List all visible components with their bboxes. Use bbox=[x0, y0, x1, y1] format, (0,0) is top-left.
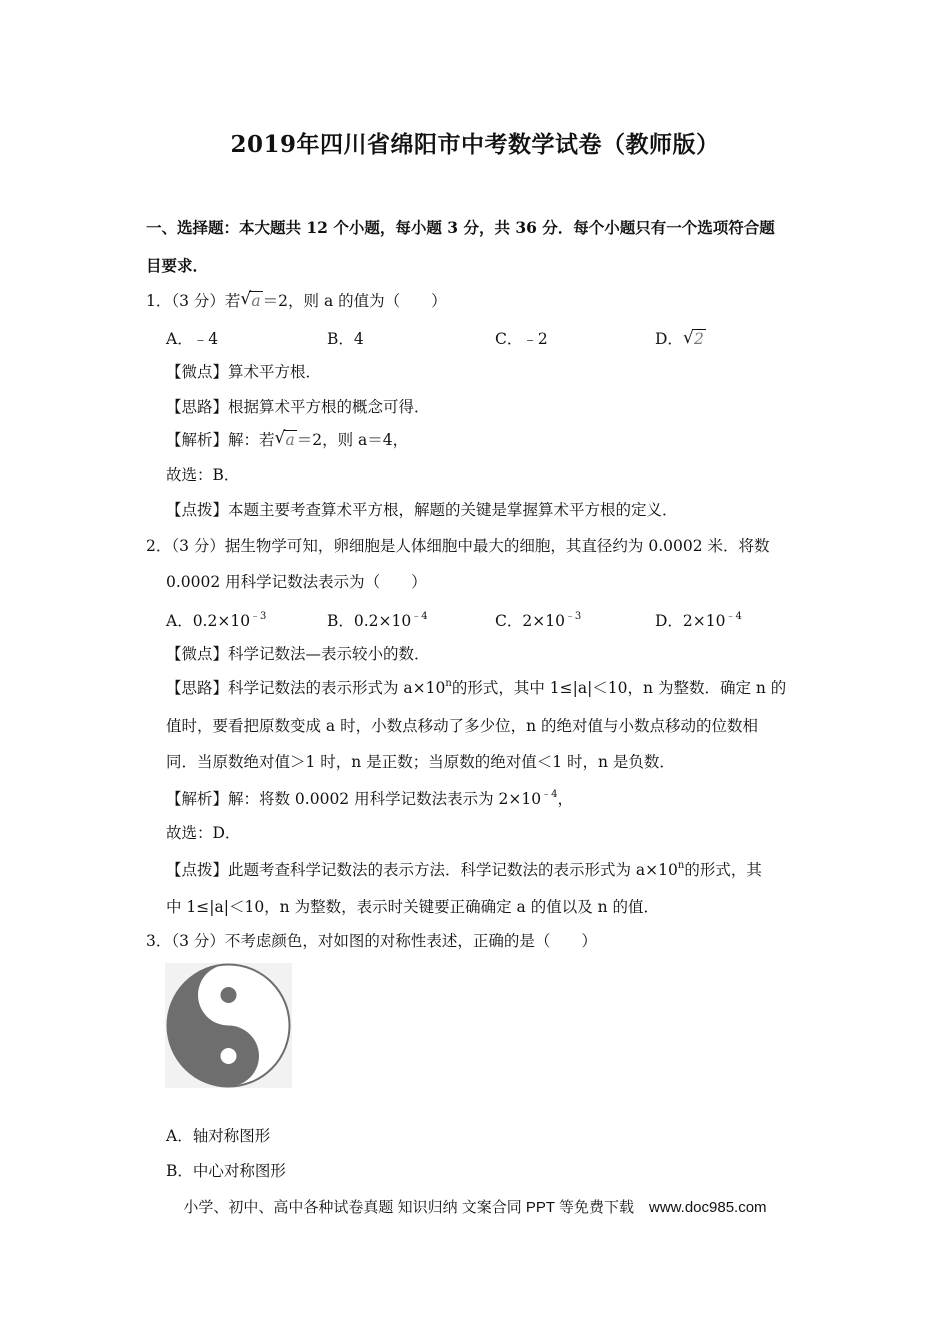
q2-dianbo-line1 bbox=[166, 860, 762, 880]
q1-option-c: C．﹣2 bbox=[495, 330, 548, 348]
q1-jiexi-pre: 【解析】解：若 bbox=[166, 431, 275, 449]
q2-dianbo-exp: n bbox=[677, 860, 685, 871]
q2-silu-post: 的形式，其中 1≤|a|＜10，n 为整数．确定 n 的 bbox=[451, 679, 787, 697]
q1-jiexi-post: ＝2，则 a＝4， bbox=[296, 431, 409, 449]
q1-silu: 【思路】根据算术平方根的概念可得． bbox=[166, 398, 430, 416]
q3-option-a: A．轴对称图形 bbox=[166, 1127, 271, 1145]
q2-silu-exp: n bbox=[445, 678, 452, 689]
q2-option-d-exp: ﹣4 bbox=[725, 611, 742, 622]
page-title: 2019年四川省绵阳市中考数学试卷（教师版） bbox=[230, 131, 720, 158]
q2-jiexi bbox=[166, 789, 573, 809]
q2-option-a-exp: ﹣3 bbox=[250, 611, 267, 622]
q2-option-b-exp: ﹣4 bbox=[411, 611, 428, 622]
q2-option-b-base: B．0.2×10 bbox=[327, 612, 412, 630]
q1-option-d-sqrt: √ 2 bbox=[682, 328, 704, 348]
q1-jiexi-sqrt: √ a bbox=[274, 428, 295, 449]
q2-jiexi-post: ， bbox=[557, 790, 573, 808]
page-footer: 小学、初中、高中各种试卷真题 知识归纳 文案合同 PPT 等免费下载 www.doc985.com bbox=[183, 1199, 767, 1216]
yin-yang-icon bbox=[165, 963, 292, 1088]
q1-jiexi-radicand: a bbox=[285, 431, 295, 449]
q2-option-c-exp: ﹣3 bbox=[564, 611, 582, 622]
q1-guxuan: 故选：B． bbox=[166, 466, 240, 484]
q2-weidian: 【微点】科学记数法—表示较小的数． bbox=[166, 645, 430, 663]
q1-option-a: A．﹣4 bbox=[166, 330, 219, 348]
q2-guxuan: 故选：D． bbox=[166, 824, 241, 842]
q1-dianbo: 【点拨】本题主要考查算术平方根，解题的关键是掌握算术平方根的定义． bbox=[166, 501, 678, 519]
section-heading-line2: 目要求． bbox=[146, 256, 209, 275]
q2-option-b bbox=[327, 609, 428, 631]
q1-option-d-radicand: 2 bbox=[693, 330, 704, 348]
q2-option-a-base: A．0.2×10 bbox=[166, 612, 251, 630]
yin-yang-figure bbox=[165, 963, 292, 1088]
q1-stem-pre: 1．（3 分）若 bbox=[146, 292, 241, 310]
q1-stem bbox=[146, 291, 447, 311]
q2-dianbo-line2: 中 1≤|a|＜10，n 为整数，表示时关键要正确确定 a 的值以及 n 的值． bbox=[166, 898, 660, 916]
q2-silu-pre: 【思路】科学记数法的表示形式为 a×10 bbox=[166, 679, 446, 697]
q1-option-b: B．4 bbox=[327, 330, 364, 348]
q2-option-c-base: C．2×10 bbox=[495, 612, 565, 630]
q1-option-d-label: D． bbox=[655, 330, 683, 348]
q2-option-d bbox=[655, 609, 742, 631]
q1-option-d bbox=[655, 327, 706, 349]
q1-radicand: a bbox=[251, 292, 261, 310]
q2-dianbo-post: 的形式，其 bbox=[684, 861, 762, 879]
q1-weidian: 【微点】算术平方根． bbox=[166, 363, 322, 381]
q2-silu-line3: 同．当原数绝对值＞1 时，n 是正数；当原数的绝对值＜1 时，n 是负数． bbox=[166, 753, 675, 771]
q1-stem-post: ＝2，则 a 的值为（ ） bbox=[262, 292, 447, 310]
q2-dianbo-pre: 【点拨】此题考查科学记数法的表示方法．科学记数法的表示形式为 a×10 bbox=[166, 861, 678, 879]
q1-sqrt: √ a bbox=[240, 289, 261, 310]
q1-jiexi bbox=[166, 430, 408, 450]
q2-option-d-base: D．2×10 bbox=[655, 612, 726, 630]
q3-stem: 3．（3 分）不考虑颜色，对如图的对称性表述，正确的是（ ） bbox=[146, 932, 597, 950]
q2-stem-line1: 2．（3 分）据生物学可知，卵细胞是人体细胞中最大的细胞，其直径约为 0.0002 米．将数 bbox=[146, 537, 770, 555]
q2-option-c bbox=[495, 609, 581, 631]
q2-stem-line2: 0.0002 用科学记数法表示为（ ） bbox=[166, 573, 427, 591]
q2-silu-line1 bbox=[166, 678, 786, 698]
section-heading-line1: 一、选择题：本大题共 12 个小题，每小题 3 分，共 36 分．每个小题只有一个选项符合题 bbox=[146, 218, 775, 237]
q3-option-b: B．中心对称图形 bbox=[166, 1162, 286, 1180]
q2-jiexi-pre: 【解析】解：将数 0.0002 用科学记数法表示为 2×10 bbox=[166, 790, 542, 808]
q2-jiexi-exp: ﹣4 bbox=[541, 789, 558, 800]
q2-silu-line2: 值时，要看把原数变成 a 时，小数点移动了多少位，n 的绝对值与小数点移动的位数相 bbox=[166, 717, 759, 735]
q2-option-a bbox=[166, 609, 266, 631]
